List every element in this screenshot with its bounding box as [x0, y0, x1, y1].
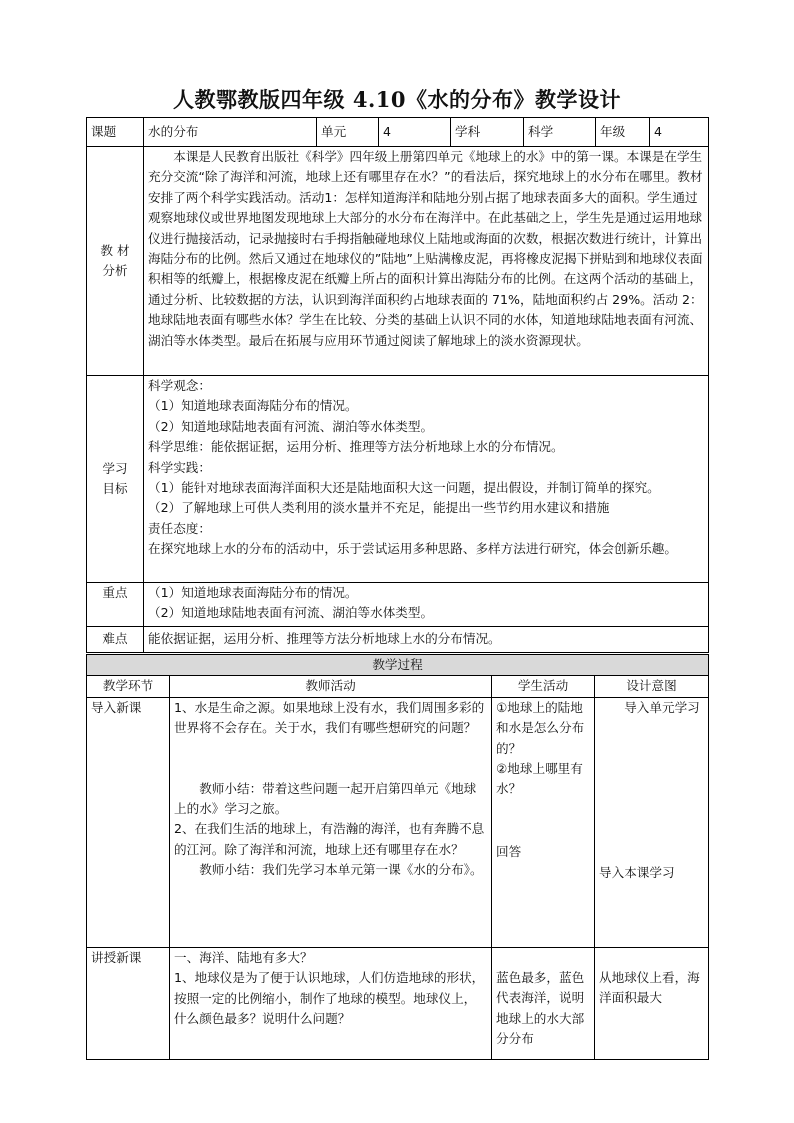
col-intent: 设计意图 [595, 676, 709, 697]
topic-label: 课题 [87, 118, 144, 147]
difficulty-label: 难点 [87, 627, 144, 653]
grade-value: 4 [650, 118, 709, 147]
teach-student: 蓝色最多，蓝色代表海洋，说明地球上的水大部分分布 [492, 947, 595, 1059]
header-row [87, 118, 709, 147]
grade-label: 年级 [596, 118, 650, 147]
process-columns-row [87, 676, 709, 697]
col-stage: 教学环节 [87, 676, 170, 697]
goals-text: 科学观念： （1）知道地球表面海陆分布的情况。 （2）知道地球陆地表面有河流、湖泊等水体类型。 科学思维：能依据证据，运用分析、推理等方法分析地球上水的分布情况。 科学实践： （1）能针对地球表面海洋面积大还是陆地面积大这一问题，提出假设，并制订简单的探究。 （2）了解地球上可供人类利用的淡水量并不充足，能提出一些节约用水建议和措施 责任态度： 在探究地球上水的分布的活动中，乐于尝试运用多种思路、多样方法进行研究，体会创新乐趣。 [144, 376, 709, 583]
intro-student: ①地球上的陆地和水是怎么分布的？ ②地球上哪里有水？ 回答 [492, 697, 595, 947]
subject-value: 科学 [524, 118, 596, 147]
analysis-text: 本课是人民教育出版社《科学》四年级上册第四单元《地球上的水》中的第一课。本课是在学生充分交流“除了海洋和河流，地球上还有哪里存在水？”的看法后，探究地球上的水分布在哪里。教材安排了两个科学实践活动。活动1：怎样知道海洋和陆地分别占据了地球表面多大的面积。学生通过观察地球仪或世界地图发现地球上大部分的水分布在海洋中。在此基础之上，学生先是通过运用地球仪进行抛接活动，记录抛接时右手拇指触碰地球仪上陆地或海面的次数，根据次数进行统计，计算出海陆分布的比例。然后又通过在地球仪的”陆地”上贴满橡皮泥，再将橡皮泥揭下拼贴到和地球仪表面积相等的纸瓣上，根据橡皮泥在纸瓣上所占的面积计算出海陆分布的比例。在这两个活动的基础上，通过分析、比较数据的方法，认识到海洋面积约占地球表面的 71%，陆地面积约占 29%。活动 2：地球陆地表面有哪些水体？学生在比较、分类的基础上认识不同的水体，知道地球陆地表面有河流、湖泊等水体类型。最后在拓展与应用环节通过阅读了解地球上的淡水资源现状。 [144, 147, 709, 376]
teach-intent: 从地球仪上看，海洋面积最大 [595, 947, 709, 1059]
keypoints-text: （1）知道地球表面海陆分布的情况。 （2）知道地球陆地表面有河流、湖泊等水体类型。 [144, 583, 709, 627]
intro-row [87, 697, 709, 947]
intro-intent: 导入单元学习 导入本课学习 [595, 697, 709, 947]
process-table [86, 654, 709, 1060]
teach-teacher: 一、海洋、陆地有多大？ 1、地球仪是为了便于认识地球，人们仿造地球的形状，按照一定的比例缩小，制作了地球的模型。地球仪上，什么颜色最多？说明什么问题？ [170, 947, 492, 1059]
document-title: 人教鄂教版四年级 4.10《水的分布》教学设计 [173, 87, 621, 112]
lesson-info-table [86, 117, 709, 653]
analysis-row [87, 147, 709, 376]
col-teacher: 教师活动 [170, 676, 492, 697]
unit-label: 单元 [317, 118, 379, 147]
difficulty-text: 能依据证据，运用分析、推理等方法分析地球上水的分布情况。 [144, 627, 709, 653]
process-heading: 教学过程 [87, 655, 709, 676]
process-heading-row [87, 655, 709, 676]
intro-stage: 导入新课 [87, 697, 170, 947]
difficulty-row [87, 627, 709, 653]
goals-label: 学习 目标 [87, 376, 144, 583]
intro-teacher: 1、水是生命之源。如果地球上没有水，我们周围多彩的世界将不会存在。关于水，我们有哪些想研究的问题？ 教师小结：带着这些问题一起开启第四单元《地球上的水》学习之旅。 2、在我们生活的地球上，有浩瀚的海洋，也有奔腾不息的江河。除了海洋和河流，地球上还有哪里存在水？ 教师小结：我们先学习本单元第一课《水的分布》。 [170, 697, 492, 947]
goals-row [87, 376, 709, 583]
teach-stage: 讲授新课 [87, 947, 170, 1059]
analysis-label: 教 材 分析 [87, 147, 144, 376]
subject-label: 学科 [451, 118, 524, 147]
col-student: 学生活动 [492, 676, 595, 697]
keypoints-label: 重点 [87, 583, 144, 627]
topic-value: 水的分布 [144, 118, 317, 147]
teach-row [87, 947, 709, 1059]
keypoints-row [87, 583, 709, 627]
unit-value: 4 [379, 118, 451, 147]
